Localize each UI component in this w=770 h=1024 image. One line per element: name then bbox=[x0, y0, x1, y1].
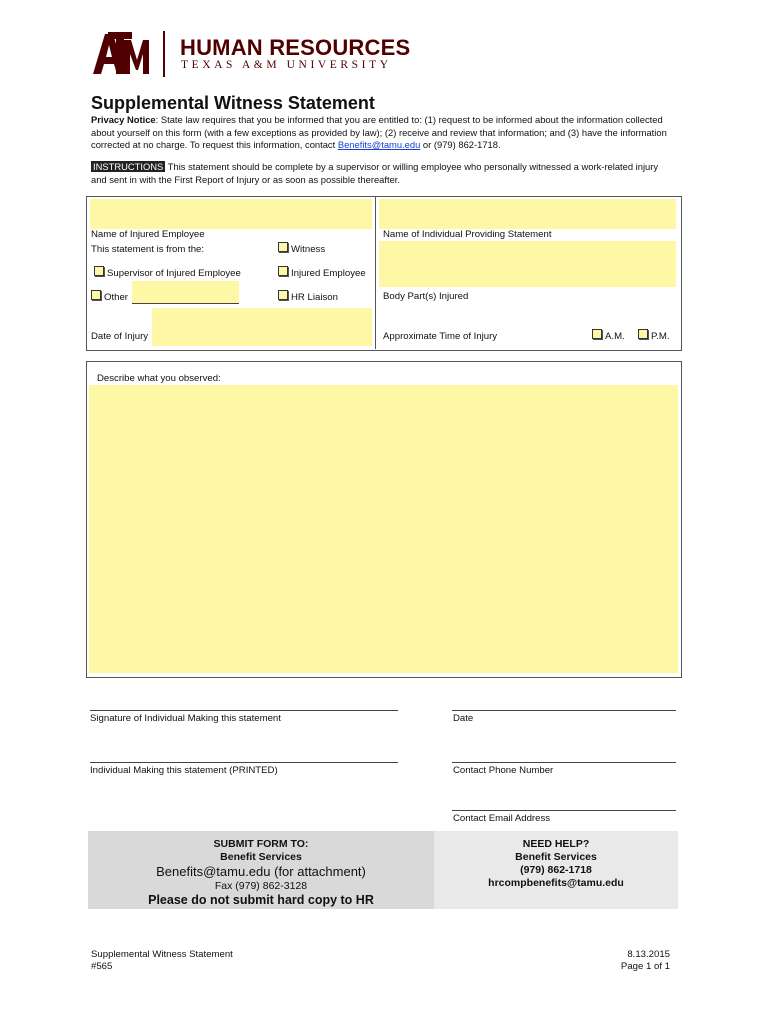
submit-warning: Please do not submit hard copy to HR bbox=[148, 893, 374, 907]
privacy-notice bbox=[91, 114, 676, 152]
printed-name-label: Individual Making this statement (PRINTED) bbox=[90, 765, 278, 776]
email-label: Contact Email Address bbox=[453, 813, 551, 824]
submit-fax: Fax (979) 862-3128 bbox=[214, 880, 308, 892]
date-line[interactable] bbox=[452, 710, 676, 711]
page-title: Supplemental Witness Statement bbox=[91, 93, 375, 113]
hr-liaison-label: HR Liaison bbox=[291, 292, 338, 303]
tamu-logo-icon bbox=[91, 30, 151, 78]
injured-employee-label: Name of Injured Employee bbox=[91, 229, 205, 240]
other-text-field[interactable] bbox=[132, 281, 239, 304]
privacy-text-2: or (979) 862-1718. bbox=[420, 139, 501, 150]
privacy-text-1: : State law requires that you be informed that you are entitled to: (1) request to be informed about the information collected about yourself on this form (with a few exceptions as provided by law); (2) receive and review that information; and (3) have the information corrected at no charge. To request this information, contact bbox=[91, 114, 667, 150]
observation-textarea[interactable] bbox=[89, 385, 678, 673]
pm-label: P.M. bbox=[651, 331, 670, 342]
hr-liaison-checkbox[interactable] bbox=[278, 290, 288, 300]
statement-from-label: This statement is from the: bbox=[91, 244, 205, 255]
individual-name-field[interactable] bbox=[379, 199, 676, 229]
help-heading: NEED HELP? bbox=[522, 838, 590, 850]
email-line[interactable] bbox=[452, 810, 676, 811]
signature-label: Signature of Individual Making this statement bbox=[90, 713, 281, 724]
footer-form-number: #565 bbox=[91, 961, 113, 972]
injured-employee-checkbox[interactable] bbox=[278, 266, 288, 276]
phone-line[interactable] bbox=[452, 762, 676, 763]
pm-checkbox[interactable] bbox=[638, 329, 648, 339]
hr-title: HUMAN RESOURCES bbox=[180, 35, 411, 60]
am-checkbox[interactable] bbox=[592, 329, 602, 339]
am-label: A.M. bbox=[605, 331, 625, 342]
printed-name-line[interactable] bbox=[90, 762, 398, 763]
footer-doc-name: Supplemental Witness Statement bbox=[91, 949, 233, 960]
date-label: Date bbox=[453, 713, 474, 724]
university-subtitle: TEXAS A&M UNIVERSITY bbox=[181, 59, 392, 71]
instructions-text: This statement should be complete by a supervisor or willing employee who personally witnessed a work-related injury and sent in with the First Report of Injury or as soon as possible thereafter. bbox=[91, 161, 659, 185]
witness-label: Witness bbox=[291, 244, 326, 255]
phone-label: Contact Phone Number bbox=[453, 765, 554, 776]
body-parts-label: Body Part(s) Injured bbox=[383, 291, 469, 302]
supervisor-label: Supervisor of Injured Employee bbox=[107, 268, 241, 279]
submit-heading: SUBMIT FORM TO: bbox=[213, 838, 309, 850]
help-dept: Benefit Services bbox=[515, 851, 597, 863]
header-divider bbox=[163, 31, 165, 77]
injured-employee-name-field[interactable] bbox=[90, 199, 372, 229]
section-divider bbox=[375, 196, 376, 349]
submit-dept: Benefit Services bbox=[220, 851, 302, 863]
date-of-injury-label: Date of Injury bbox=[91, 331, 149, 342]
submit-email[interactable]: Benefits@tamu.edu (for attachment) bbox=[156, 864, 366, 879]
benefits-email-link[interactable]: Benefits@tamu.edu bbox=[337, 139, 421, 150]
supervisor-checkbox[interactable] bbox=[94, 266, 104, 276]
footer-date: 8.13.2015 bbox=[627, 949, 670, 960]
witness-checkbox[interactable] bbox=[278, 242, 288, 252]
help-phone: (979) 862-1718 bbox=[520, 864, 592, 876]
privacy-label: Privacy Notice bbox=[91, 114, 156, 125]
individual-name-label: Name of Individual Providing Statement bbox=[383, 229, 552, 240]
other-label: Other bbox=[104, 292, 128, 303]
help-email[interactable]: hrcompbenefits@tamu.edu bbox=[488, 877, 624, 889]
instructions bbox=[91, 161, 676, 186]
injured-employee-option-label: Injured Employee bbox=[291, 268, 366, 279]
other-checkbox[interactable] bbox=[91, 290, 101, 300]
date-of-injury-field[interactable] bbox=[152, 308, 372, 346]
footer-page: Page 1 of 1 bbox=[620, 961, 670, 972]
instructions-label: INSTRUCTIONS bbox=[93, 161, 164, 172]
time-of-injury-label: Approximate Time of Injury bbox=[383, 331, 498, 342]
signature-line[interactable] bbox=[90, 710, 398, 711]
body-parts-field[interactable] bbox=[379, 241, 676, 287]
describe-label: Describe what you observed: bbox=[97, 373, 221, 384]
